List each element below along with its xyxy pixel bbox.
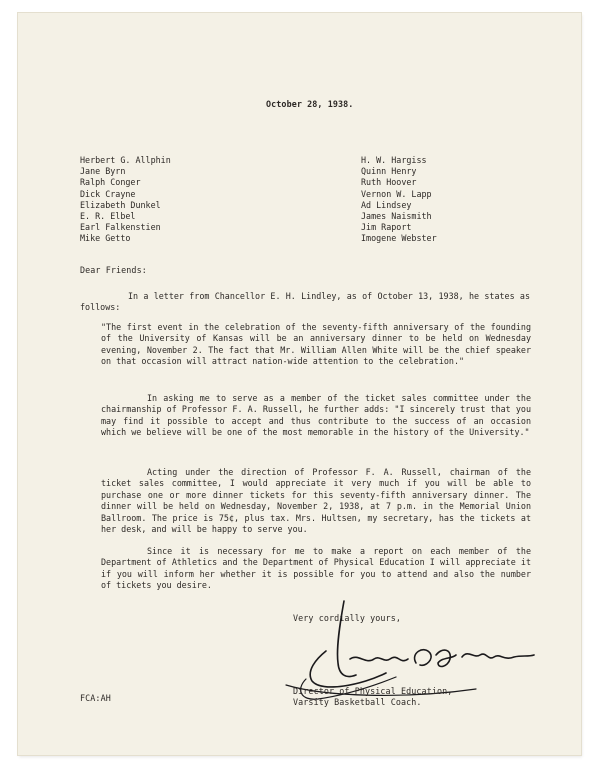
recipient-name: H. W. Hargiss <box>361 155 427 165</box>
recipient-name: Mike Getto <box>80 233 131 244</box>
closing: Very cordially yours, <box>293 613 401 623</box>
recipient-name: James Naismith <box>361 211 432 222</box>
letter-page <box>18 13 581 755</box>
paragraph-intro: In a letter from Chancellor E. H. Lindley, as of October 13, 1938, he states as follows: <box>80 291 530 313</box>
recipient-name: Ruth Hoover <box>361 177 417 188</box>
recipient-name: Vernon W. Lapp <box>361 188 432 199</box>
signature-title-director: Director of Physical Education, <box>293 686 453 696</box>
recipient-name: Elizabeth Dunkel <box>80 199 161 210</box>
salutation: Dear Friends: <box>80 265 147 275</box>
letter-date: October 28, 1938. <box>266 99 354 109</box>
recipient-name: E. R. Elbel <box>80 211 136 222</box>
recipients-left-column <box>80 155 171 245</box>
reference-initials: FCA:AH <box>80 693 111 703</box>
recipient-name: Quinn Henry <box>361 166 417 177</box>
chancellor-quote: "The first event in the celebration of the seventy-fifth anniversary of the founding of the University of Kansas will be an anniversary dinner to be held on Wednesday evening, November 2. The fact that Mr. William Allen White will be the chief speaker on that occasion will attract nation-wide attention to the celebration." <box>101 322 531 367</box>
recipient-name: Ralph Conger <box>80 177 141 188</box>
recipients-right-column <box>361 155 437 245</box>
paragraph-dinner-details: Acting under the direction of Professor F. A. Russell, chairman of the ticket sales committee, I would appreciate it very much if you will be able to purchase one or more dinner tickets for this seventy-fifth anniversary dinner. The dinner will be held on Wednesday, November 2, 1938, at 7 p.m. in the Memorial Union Ballroom. The price is 75¢, plus tax. Mrs. Hultsen, my secretary, has the tickets at her desk, and will be happy to serve you. <box>101 467 531 535</box>
recipient-name: Jane Byrn <box>80 166 126 177</box>
recipient-name: Dick Crayne <box>80 188 136 199</box>
recipient-name: Ad Lindsey <box>361 199 412 210</box>
recipient-name: Herbert G. Allphin <box>80 155 171 165</box>
paragraph-report-request: Since it is necessary for me to make a report on each member of the Department of Athletics and the Department of Physical Education I will appreciate it if you will inform her whether it is possible for you to attend and also the number of tickets you desire. <box>101 546 531 591</box>
signature-title-coach: Varsity Basketball Coach. <box>293 697 422 707</box>
paragraph-committee: In asking me to serve as a member of the ticket sales committee under the chairmanship of Professor F. A. Russell, he further adds: "I sincerely trust that you may find it possible to accept and thus contribute to the success of an occasion which we believe will be one of the most memorable in the history of the University." <box>101 393 531 438</box>
recipient-name: Jim Raport <box>361 222 412 233</box>
recipient-name: Imogene Webster <box>361 233 437 244</box>
recipient-name: Earl Falkenstien <box>80 222 161 233</box>
